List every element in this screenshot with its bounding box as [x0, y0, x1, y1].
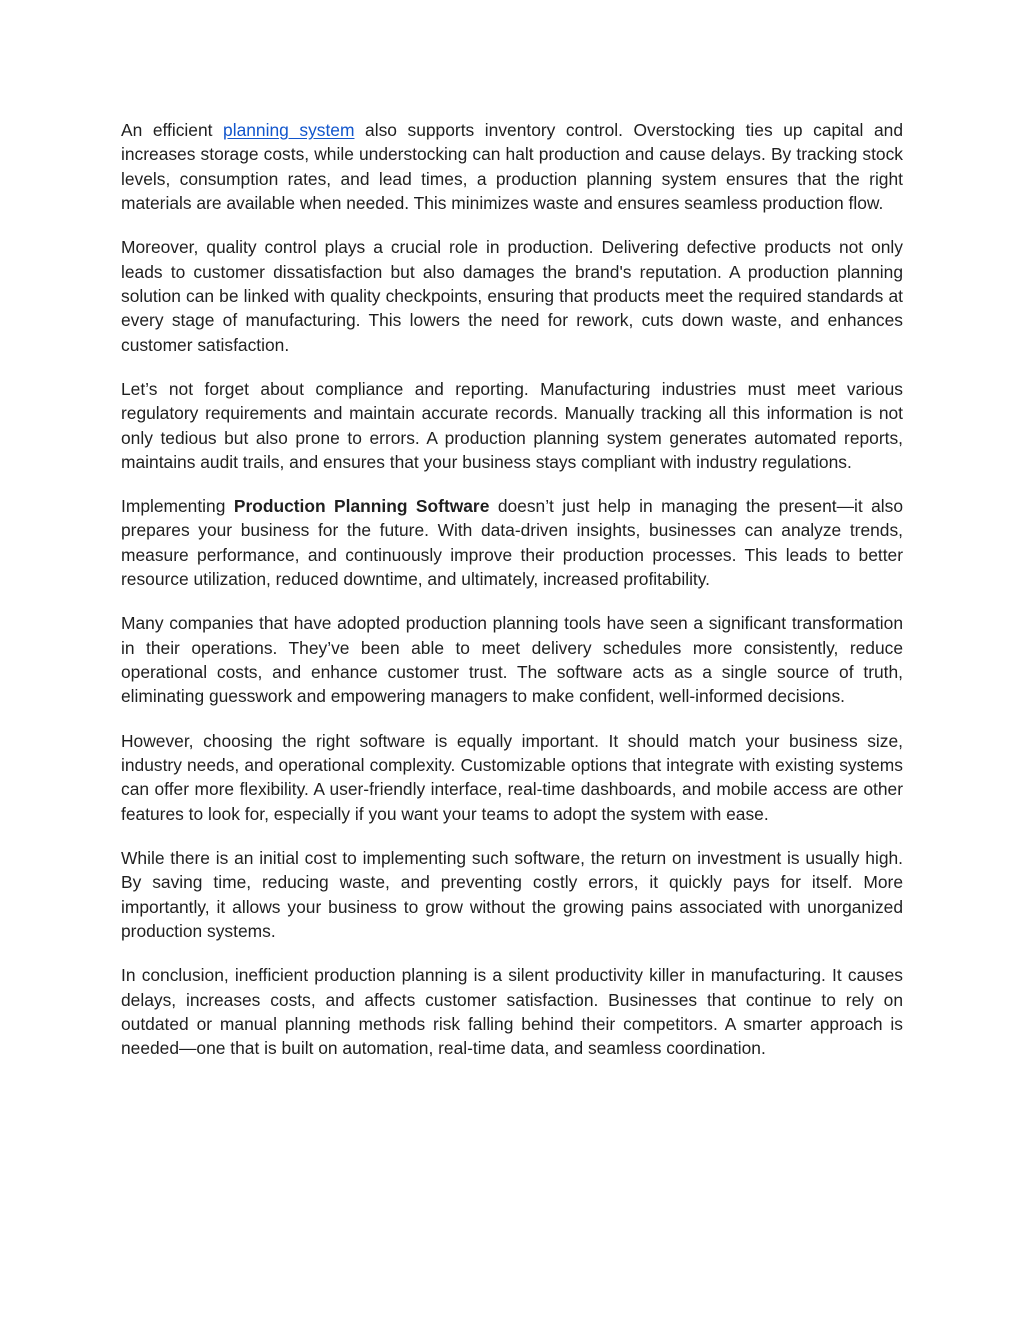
planning-system-link[interactable]: planning system	[223, 120, 355, 140]
paragraph-intro-text: An efficient	[121, 120, 224, 140]
paragraph-inventory-control	[121, 118, 903, 215]
paragraph-body-text: also supports inventory control. Overstocking ties up capital and increases storage costs, while understocking can halt production and cause delays. By tracking stock levels, consumption rates, and lead times, a production planning system ensures that the right materials are available when needed. This minimizes waste and ensures seamless production flow.	[121, 120, 904, 214]
paragraph-implementing-software	[121, 494, 903, 591]
paragraph-quality-control: Moreover, quality control plays a crucial role in production. Delivering defective products not only leads to customer dissatisfaction but also damages the brand's reputation. A production planning solution can be linked with quality checkpoints, ensuring that products meet the required standards at every stage of manufacturing. This lowers the need for rework, cuts down waste, and enhances customer satisfaction.	[121, 237, 903, 355]
paragraph-choosing-software: However, choosing the right software is equally important. It should match your business size, industry needs, and operational complexity. Customizable options that integrate with existing systems can offer more flexibility. A user-friendly interface, real-time dashboards, and mobile access are other features to look for, especially if you want your teams to adopt the system with ease.	[121, 730, 903, 824]
bold-product-name: Production Planning Software	[233, 496, 490, 517]
paragraph-company-transformation: Many companies that have adopted production planning tools have seen a significant transformation in their operations. They’ve been able to meet delivery schedules more consistently, reduce operational costs, and enhance customer trust. The software acts as a single source of truth, eliminating guesswork and empowering managers to make confident, well-informed decisions.	[121, 613, 903, 707]
document-body	[121, 118, 903, 1061]
paragraph-compliance-reporting: Let’s not forget about compliance and reporting. Manufacturing industries must meet various regulatory requirements and maintain accurate records. Manually tracking all this information is not only tedious but also prone to errors. A production planning system generates automated reports, maintains audit trails, and ensures that your business stays compliant with industry regulations.	[121, 378, 903, 472]
paragraph-intro-text: Implementing	[121, 496, 234, 517]
paragraph-conclusion: In conclusion, inefficient production planning is a silent productivity killer in manufacturing. It causes delays, increases costs, and affects customer satisfaction. Businesses that continue to rely on outdated or manual planning methods risk falling behind their competitors. A smarter approach is needed—one that is built on automation, real-time data, and seamless coordination.	[121, 965, 903, 1059]
paragraph-return-on-investment: While there is an initial cost to implementing such software, the return on investment is usually high. By saving time, reducing waste, and preventing costly errors, it quickly pays for itself. More importantly, it allows your business to grow without the growing pains associated with unorganized production systems.	[121, 847, 903, 941]
paragraph-body-text: doesn’t just help in managing the present—it also prepares your business for the future. With data-driven insights, businesses can analyze trends, measure performance, and continuously improve their production processes. This leads to better resource utilization, reduced downtime, and ultimately, increased profitability.	[121, 496, 903, 590]
